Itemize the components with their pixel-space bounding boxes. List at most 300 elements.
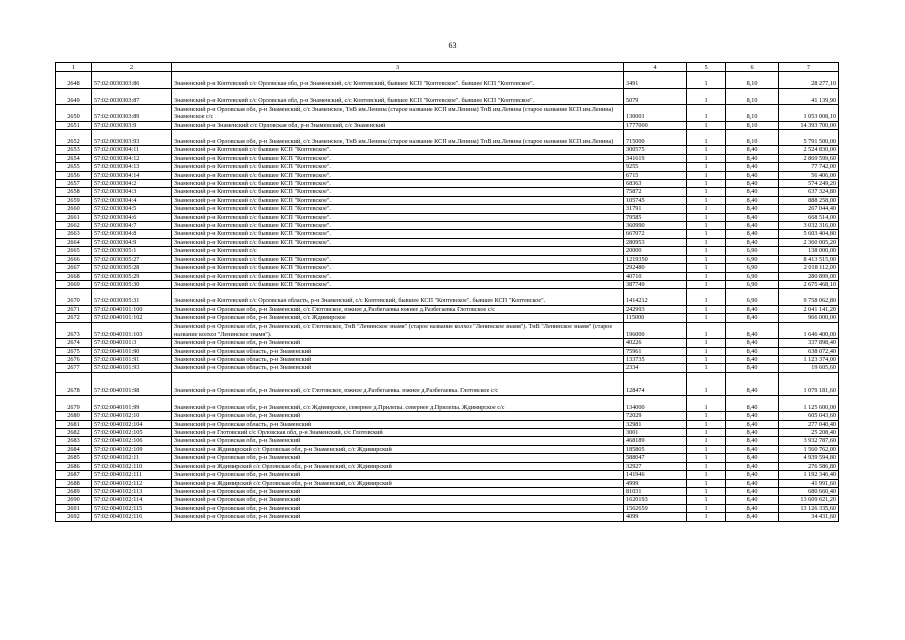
cost-value: 9 758 062,80 [779, 289, 839, 306]
rate-value: 8,10 [726, 129, 779, 146]
rate-value: 8,40 [726, 487, 779, 495]
row-number: 2666 [56, 255, 92, 263]
address-cell: Знаменский р-н Коптевский с/с бывшее КСП "Коптевское". [172, 163, 624, 171]
quantity-value: 1 [687, 437, 726, 445]
address-cell: Знаменский р-н Орловская обл, р-н Знаменский [172, 437, 624, 445]
cost-value: 41 991,60 [779, 479, 839, 487]
area-value: 242993 [624, 305, 687, 313]
table-row [56, 445, 839, 453]
quantity-value: 1 [687, 347, 726, 355]
address-cell: Знаменский р-н Коптевский с/с бывшее КСП "Коптевское". [172, 205, 624, 213]
quantity-value: 1 [687, 412, 726, 420]
table-row [56, 213, 839, 221]
cadastral-number: 57:02:0030303:86 [92, 72, 172, 89]
address-cell: Знаменский р-н Орловская обл, р-н Знаменский, с/с Глотовское, южнее д.Разбегаевка. южнее д.Разбегаевка. Глотовское с/с [172, 372, 624, 395]
quantity-value: 1 [687, 213, 726, 221]
table-row [56, 196, 839, 204]
cadastral-number: 57:02:0040102:113 [92, 487, 172, 495]
cost-value: 888 258,00 [779, 196, 839, 204]
row-number: 2680 [56, 412, 92, 420]
area-value: 341619 [624, 154, 687, 162]
rate-value: 8,10 [726, 121, 779, 129]
quantity-value: 1 [687, 487, 726, 495]
address-cell: Знаменский р-н Коптевский с/с бывшее КСП "Коптевское". [172, 222, 624, 230]
row-number: 2652 [56, 129, 92, 146]
quantity-value: 1 [687, 205, 726, 213]
area-value: 40710 [624, 272, 687, 280]
cadastral-number: 57:02:0040102:110 [92, 462, 172, 470]
address-cell: Знаменский р-н Коптевский с/с бывшее КСП "Коптевское". [172, 264, 624, 272]
area-value: 2334 [624, 364, 687, 372]
quantity-value: 1 [687, 395, 726, 412]
area-value: 3001 [624, 429, 687, 437]
quantity-value: 1 [687, 479, 726, 487]
rate-value: 8,40 [726, 395, 779, 412]
column-header: 3 [172, 63, 624, 72]
quantity-value: 1 [687, 305, 726, 313]
rate-value: 8,40 [726, 504, 779, 512]
address-cell: Знаменский р-н Орловская область, р-н Знаменский [172, 420, 624, 428]
cost-value: 638 072,40 [779, 347, 839, 355]
row-number: 2651 [56, 121, 92, 129]
cost-value: 2 041 141,20 [779, 305, 839, 313]
row-number: 2679 [56, 395, 92, 412]
cadastral-number: 57:02:0040102:116 [92, 513, 172, 521]
quantity-value: 1 [687, 372, 726, 395]
area-value: 1562659 [624, 504, 687, 512]
rate-value: 8,40 [726, 372, 779, 395]
rate-value: 8,10 [726, 72, 779, 89]
area-value: 292480 [624, 264, 687, 272]
area-value: 3491 [624, 72, 687, 89]
rate-value: 8,40 [726, 454, 779, 462]
row-number: 2677 [56, 364, 92, 372]
address-cell: Знаменский р-н Орловская обл, р-н Знаменский [172, 496, 624, 504]
rate-value: 6,90 [726, 289, 779, 306]
row-number: 2690 [56, 496, 92, 504]
area-value: 6715 [624, 171, 687, 179]
cadastral-number: 57:02:0030304:13 [92, 163, 172, 171]
cost-value: 1 646 400,00 [779, 322, 839, 339]
row-number: 2683 [56, 437, 92, 445]
table-row [56, 264, 839, 272]
cadastral-number: 57:02:0040101:100 [92, 305, 172, 313]
row-number: 2648 [56, 72, 92, 89]
cost-value: 5 791 500,00 [779, 129, 839, 146]
quantity-value: 1 [687, 129, 726, 146]
cadastral-number: 57:02:0030304:8 [92, 230, 172, 238]
address-cell: Знаменский р-н Орловская обл, р-н Знаменский [172, 412, 624, 420]
address-cell: Знаменский р-н Орловская область, р-н Знаменский [172, 364, 624, 372]
cost-value: 1 125 600,00 [779, 395, 839, 412]
quantity-value: 1 [687, 163, 726, 171]
area-value: 20000 [624, 247, 687, 255]
table-row [56, 146, 839, 154]
cost-value: 25 208,40 [779, 429, 839, 437]
cadastral-number: 57:02:0040102:106 [92, 437, 172, 445]
row-number: 2665 [56, 247, 92, 255]
row-number: 2671 [56, 305, 92, 313]
address-cell: Знаменский р-н Орловская область, р-н Знаменский [172, 347, 624, 355]
table-row [56, 437, 839, 445]
table-row [56, 230, 839, 238]
table-row [56, 454, 839, 462]
cost-value: 637 324,80 [779, 188, 839, 196]
quantity-value: 1 [687, 255, 726, 263]
rate-value: 8,40 [726, 305, 779, 313]
table-row [56, 72, 839, 89]
area-value: 115000 [624, 314, 687, 322]
area-value: 130001 [624, 105, 687, 122]
quantity-value: 1 [687, 238, 726, 246]
cadastral-number: 57:02:0030305:31 [92, 289, 172, 306]
area-value: 9255 [624, 163, 687, 171]
table-row [56, 355, 839, 363]
rate-value: 8,40 [726, 479, 779, 487]
area-value: 79585 [624, 213, 687, 221]
cost-value: 8 413 515,00 [779, 255, 839, 263]
table-row [56, 289, 839, 306]
cost-value: 13 609 621,20 [779, 496, 839, 504]
cost-value: 2 524 830,00 [779, 146, 839, 154]
quantity-value: 1 [687, 280, 726, 288]
area-value: 4999 [624, 479, 687, 487]
quantity-value: 1 [687, 230, 726, 238]
cost-value: 41 139,90 [779, 88, 839, 105]
row-number: 2656 [56, 171, 92, 179]
table-row [56, 171, 839, 179]
row-number: 2681 [56, 420, 92, 428]
rate-value: 8,40 [726, 222, 779, 230]
rate-value: 8,40 [726, 205, 779, 213]
cadastral-number: 57:02:0030304:12 [92, 154, 172, 162]
cadastral-number: 57:02:0040102:115 [92, 504, 172, 512]
row-number: 2689 [56, 487, 92, 495]
rate-value: 8,40 [726, 420, 779, 428]
area-value: 4099 [624, 513, 687, 521]
cost-value: 3 032 316,00 [779, 222, 839, 230]
table-row [56, 121, 839, 129]
rate-value: 8,40 [726, 238, 779, 246]
cost-value: 77 742,00 [779, 163, 839, 171]
row-number: 2674 [56, 339, 92, 347]
table-row [56, 504, 839, 512]
cost-value: 4 939 594,80 [779, 454, 839, 462]
quantity-value: 1 [687, 272, 726, 280]
rate-value: 8,40 [726, 230, 779, 238]
cost-value: 276 586,80 [779, 462, 839, 470]
quantity-value: 1 [687, 462, 726, 470]
address-cell: Знаменский р-н Коптевский с/с бывшее КСП "Коптевское". [172, 280, 624, 288]
cost-value: 280 899,00 [779, 272, 839, 280]
cadastral-number: 57:02:0040101:102 [92, 314, 172, 322]
quantity-value: 1 [687, 504, 726, 512]
table-row [56, 364, 839, 372]
row-number: 2691 [56, 504, 92, 512]
address-cell: Знаменский р-н Коптевский с/с бывшее КСП "Коптевское". [172, 238, 624, 246]
table-row [56, 154, 839, 162]
rate-value: 8,40 [726, 355, 779, 363]
quantity-value: 1 [687, 105, 726, 122]
row-number: 2657 [56, 180, 92, 188]
table-row [56, 487, 839, 495]
table-row [56, 372, 839, 395]
cadastral-number: 57:02:0040102:112 [92, 479, 172, 487]
cadastral-number: 57:02:0040102:114 [92, 496, 172, 504]
quantity-value: 1 [687, 364, 726, 372]
row-number: 2675 [56, 347, 92, 355]
table-row [56, 163, 839, 171]
cost-value: 267 044,40 [779, 205, 839, 213]
rate-value: 6,90 [726, 280, 779, 288]
table-row [56, 412, 839, 420]
rate-value: 6,90 [726, 247, 779, 255]
cost-value: 1 053 008,10 [779, 105, 839, 122]
rate-value: 8,40 [726, 180, 779, 188]
row-number: 2692 [56, 513, 92, 521]
quantity-value: 1 [687, 314, 726, 322]
address-cell: Знаменский р-н Коптевский с/с Орловская обл, р-н Знаменский, с/с Коптевский, бывшее КСП "Коптевское". бывшее КСП "Коптевское". [172, 72, 624, 89]
area-value: 133735 [624, 355, 687, 363]
address-cell: Знаменский р-н Орловская обл, р-н Знаменский, с/с Ждимирское [172, 314, 624, 322]
row-number: 2676 [56, 355, 92, 363]
table-row [56, 305, 839, 313]
address-cell: Знаменский р-н Орловская обл, р-н Знаменский [172, 454, 624, 462]
row-number: 2668 [56, 272, 92, 280]
address-cell: Знаменский р-н Коптевский с/с бывшее КСП "Коптевское". [172, 180, 624, 188]
cadastral-number: 57:02:0040102:104 [92, 420, 172, 428]
rate-value: 8,10 [726, 105, 779, 122]
address-cell: Знаменский р-н Орловская обл, р-н Знаменский, с/с Глотовское, ТнВ "Ленинское знамя" (старое название колхоз "Ленинское знамя"). ТнВ "Ленинское знамя" (старое название колхоз "Ленинское знамя"). [172, 322, 624, 339]
column-header: 4 [624, 63, 687, 72]
table-row [56, 180, 839, 188]
table-row [56, 420, 839, 428]
page-number: 63 [448, 41, 457, 50]
address-cell: Знаменский р-н Знаменский с/с Орловская обл, р-н Знаменский, с/с Знаменский [172, 121, 624, 129]
area-value: 75961 [624, 347, 687, 355]
column-header: 6 [726, 63, 779, 72]
quantity-value: 1 [687, 121, 726, 129]
cost-value: 2 869 599,60 [779, 154, 839, 162]
area-value: 40226 [624, 339, 687, 347]
quantity-value: 1 [687, 88, 726, 105]
table-row [56, 314, 839, 322]
address-cell: Знаменский р-н Коптевский с/с бывшее КСП "Коптевское". [172, 171, 624, 179]
table-row [56, 462, 839, 470]
cost-value: 605 043,60 [779, 412, 839, 420]
area-value: 5079 [624, 88, 687, 105]
table-row [56, 105, 839, 122]
cost-value: 1 192 346,40 [779, 471, 839, 479]
area-value: 715000 [624, 129, 687, 146]
row-number: 2670 [56, 289, 92, 306]
address-cell: Знаменский р-н Орловская обл, р-н Знаменский, с/с Знаменское, ТнВ им.Ленина (старое название КСП им.Ленина) ТнВ им.Ленина (старое название КСП им.Ленина) Знаменское с/с [172, 105, 624, 122]
cadastral-number: 57:02:0030305:29 [92, 272, 172, 280]
table-row [56, 272, 839, 280]
cost-value: 1 123 374,00 [779, 355, 839, 363]
area-value: 105745 [624, 196, 687, 204]
quantity-value: 1 [687, 289, 726, 306]
rate-value: 8,40 [726, 188, 779, 196]
table-row [56, 395, 839, 412]
rate-value: 8,40 [726, 171, 779, 179]
address-cell: Знаменский р-н Коптевский с/с Орловская область, р-н Знаменский, с/с Коптевский, бывшее КСП "Коптевское". бывшее КСП "Коптевское". [172, 289, 624, 306]
cost-value: 680 660,40 [779, 487, 839, 495]
row-number: 2653 [56, 146, 92, 154]
rate-value: 8,40 [726, 445, 779, 453]
cost-value: 668 514,00 [779, 213, 839, 221]
rate-value: 8,10 [726, 88, 779, 105]
quantity-value: 1 [687, 264, 726, 272]
rate-value: 8,40 [726, 347, 779, 355]
cost-value: 2 018 112,00 [779, 264, 839, 272]
cadastral-number: 57:02:0040101:3 [92, 339, 172, 347]
area-value: 387749 [624, 280, 687, 288]
cost-value: 138 000,00 [779, 247, 839, 255]
cadastral-number: 57:02:0040101:91 [92, 355, 172, 363]
cadastral-number: 57:02:0030303:93 [92, 129, 172, 146]
quantity-value: 1 [687, 339, 726, 347]
column-header: 5 [687, 63, 726, 72]
quantity-value: 1 [687, 196, 726, 204]
cost-value: 966 000,00 [779, 314, 839, 322]
address-cell: Знаменский р-н Коптевский с/с бывшее КСП "Коптевское". [172, 196, 624, 204]
cadastral-number: 57:02:0030305:30 [92, 280, 172, 288]
address-cell: Знаменский р-н Коптевский с/с Орловская обл, р-н Знаменский, с/с Коптевский, бывшее КСП "Коптевское". бывшее КСП "Коптевское". [172, 88, 624, 105]
table-row [56, 471, 839, 479]
address-cell: Знаменский р-н Орловская обл, р-н Знаменский [172, 504, 624, 512]
cadastral-number: 57:02:0040102:105 [92, 429, 172, 437]
quantity-value: 1 [687, 471, 726, 479]
area-value: 468189 [624, 437, 687, 445]
quantity-value: 1 [687, 171, 726, 179]
cost-value: 1 560 762,00 [779, 445, 839, 453]
area-value: 32927 [624, 462, 687, 470]
rate-value: 6,90 [726, 264, 779, 272]
table-row [56, 429, 839, 437]
rate-value: 8,40 [726, 196, 779, 204]
area-value: 1777000 [624, 121, 687, 129]
table-row [56, 205, 839, 213]
cost-value: 28 277,10 [779, 72, 839, 89]
rate-value: 8,40 [726, 513, 779, 521]
cadastral-number: 57:02:0030304:6 [92, 213, 172, 221]
cost-value: 19 605,60 [779, 364, 839, 372]
address-cell: Знаменский р-н Ждимирский с/с Орловская обл, р-н Знаменский, с/с Ждимирский [172, 479, 624, 487]
row-number: 2660 [56, 205, 92, 213]
area-value: 31791 [624, 205, 687, 213]
row-number: 2669 [56, 280, 92, 288]
row-number: 2678 [56, 372, 92, 395]
address-cell: Знаменский р-н Глотовский с/с Орловская обл, р-н Знаменский, с/с Глотовский [172, 429, 624, 437]
cadastral-number: 57:02:0040102:111 [92, 471, 172, 479]
row-number: 2673 [56, 322, 92, 339]
row-number: 2687 [56, 471, 92, 479]
cost-value: 13 126 335,60 [779, 504, 839, 512]
cost-value: 3 932 787,60 [779, 437, 839, 445]
cadastral-number: 57:02:0040101:99 [92, 395, 172, 412]
rate-value: 8,40 [726, 146, 779, 154]
cadastral-number: 57:02:0030305:1 [92, 247, 172, 255]
area-value: 185805 [624, 445, 687, 453]
cost-value: 56 406,00 [779, 171, 839, 179]
cadastral-number: 57:02:0030305:27 [92, 255, 172, 263]
cadastral-number: 57:02:0030304:14 [92, 171, 172, 179]
row-number: 2659 [56, 196, 92, 204]
cadastral-number: 57:02:0030304:9 [92, 238, 172, 246]
address-cell: Знаменский р-н Коптевский с/с бывшее КСП "Коптевское". [172, 188, 624, 196]
rate-value: 8,40 [726, 364, 779, 372]
cost-value: 2 675 468,10 [779, 280, 839, 288]
rate-value: 8,40 [726, 213, 779, 221]
cadastral-number: 57:02:0030304:7 [92, 222, 172, 230]
table-row [56, 255, 839, 263]
cost-value: 2 360 005,20 [779, 238, 839, 246]
area-value: 68363 [624, 180, 687, 188]
row-number: 2685 [56, 454, 92, 462]
address-cell: Знаменский р-н Ждимирский с/с Орловская обл, р-н Знаменский, с/с Ждимирский [172, 462, 624, 470]
address-cell: Знаменский р-н Орловская обл, р-н Знаменский [172, 339, 624, 347]
row-number: 2650 [56, 105, 92, 122]
area-value: 1414212 [624, 289, 687, 306]
cadastral-number: 57:02:0030304:11 [92, 146, 172, 154]
area-value: 141946 [624, 471, 687, 479]
address-cell: Знаменский р-н Орловская обл, р-н Знаменский, с/с Глотовское, южнее д.Разбегаевка южнее д.Разбегаевка Глотовское с/с [172, 305, 624, 313]
row-number: 2658 [56, 188, 92, 196]
row-number: 2688 [56, 479, 92, 487]
cadastral-number: 57:02:0030304:2 [92, 180, 172, 188]
column-header: 2 [92, 63, 172, 72]
rate-value: 6,90 [726, 272, 779, 280]
quantity-value: 1 [687, 355, 726, 363]
quantity-value: 1 [687, 445, 726, 453]
area-value: 667072 [624, 230, 687, 238]
area-value: 280953 [624, 238, 687, 246]
address-cell: Знаменский р-н Коптевский с/с бывшее КСП "Коптевское". [172, 213, 624, 221]
area-value: 1620193 [624, 496, 687, 504]
table-row [56, 188, 839, 196]
row-number: 2682 [56, 429, 92, 437]
cost-value: 1 079 181,60 [779, 372, 839, 395]
quantity-value: 1 [687, 222, 726, 230]
quantity-value: 1 [687, 513, 726, 521]
address-cell: Знаменский р-н Коптевский с/с бывшее КСП "Коптевское". [172, 255, 624, 263]
row-number: 2662 [56, 222, 92, 230]
rate-value: 8,40 [726, 412, 779, 420]
cadastral-number: 57:02:0030305:28 [92, 264, 172, 272]
table-row [56, 88, 839, 105]
quantity-value: 1 [687, 496, 726, 504]
rate-value: 6,90 [726, 255, 779, 263]
cost-value: 337 898,40 [779, 339, 839, 347]
quantity-value: 1 [687, 72, 726, 89]
quantity-value: 1 [687, 180, 726, 188]
area-value: 81031 [624, 487, 687, 495]
cadastral-number: 57:02:0040102:109 [92, 445, 172, 453]
table-row [56, 479, 839, 487]
cost-value: 34 431,60 [779, 513, 839, 521]
area-value: 72029 [624, 412, 687, 420]
table-row [56, 347, 839, 355]
table-row [56, 280, 839, 288]
area-value: 360990 [624, 222, 687, 230]
cadastral-number: 57:02:0040101:90 [92, 347, 172, 355]
table-row [56, 513, 839, 521]
cadastral-number: 57:02:0030303:9 [92, 121, 172, 129]
quantity-value: 1 [687, 420, 726, 428]
quantity-value: 1 [687, 154, 726, 162]
column-header: 7 [779, 63, 839, 72]
